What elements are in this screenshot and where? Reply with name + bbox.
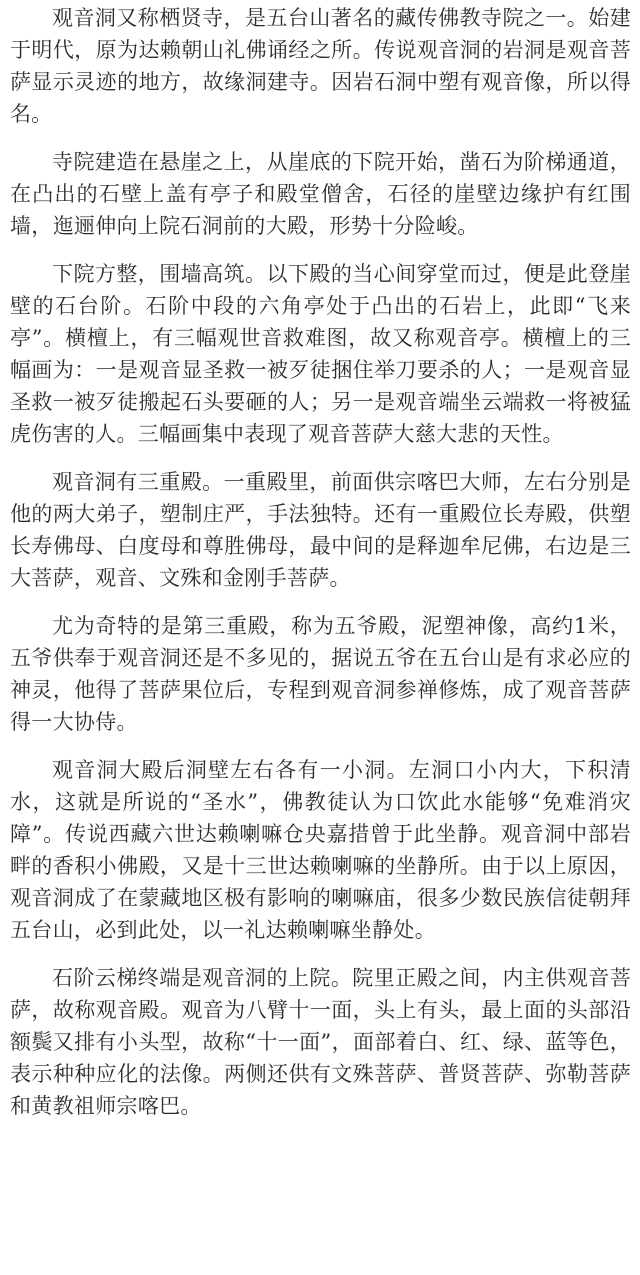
article-paragraph-6: 观音洞大殿后洞壁左右各有一小洞。左洞口小内大，下积清水，这就是所说的“圣水”，佛教徒认为口饮此水能够“免难消灾障”。传说西藏六世达赖喇嘛仓央嘉措曾于此坐静。观音洞中部岩畔的香积小佛殿，又是十三世达赖喇嘛的坐静所。由于以上原因，观音洞成了在蒙藏地区极有影响的喇嘛庙，很多少数民族信徒朝拜五台山，必到此处，以一礼达赖喇嘛坐静处。: [10, 758, 631, 942]
article-paragraph-1: 观音洞又称栖贤寺，是五台山著名的藏传佛教寺院之一。始建于明代，原为达赖朝山礼佛诵经之所。传说观音洞的岩洞是观音菩萨显示灵迹的地方，故缘洞建寺。因岩石洞中塑有观音像，所以得名。: [10, 6, 631, 126]
article-paragraph-7: 石阶云梯终端是观音洞的上院。院里正殿之间，内主供观音菩萨，故称观音殿。观音为八臂十一面，头上有头，最上面的头部沿额鬓又排有小头型，故称“十一面”，面部着白、红、绿、蓝等色，表示种种应化的法像。两侧还供有文殊菩萨、普贤菩萨、弥勒菩萨和黄教祖师宗喀巴。: [10, 966, 631, 1118]
article-paragraph-3: 下院方整，围墙高筑。以下殿的当心间穿堂而过，便是此登崖壁的石台阶。石阶中段的六角亭处于凸出的石岩上，此即“飞来亭”。横檀上，有三幅观世音救难图，故又称观音亭。横檀上的三幅画为：一是观音显圣救一被歹徒捆住举刀要杀的人；一是观音显圣救一被歹徒搬起石头要砸的人；另一是观音端坐云端救一将被猛虎伤害的人。三幅画集中表现了观音菩萨大慈大悲的天性。: [10, 262, 631, 446]
article-paragraph-5: 尤为奇特的是第三重殿，称为五爷殿，泥塑神像，高约1米，五爷供奉于观音洞还是不多见的，据说五爷在五台山是有求必应的神灵，他得了菩萨果位后，专程到观音洞参禅修炼，成了观音菩萨得一大协侍。: [10, 614, 631, 734]
article-paragraph-4: 观音洞有三重殿。一重殿里，前面供宗喀巴大师，左右分别是他的两大弟子，塑制庄严，手法独特。还有一重殿位长寿殿，供塑长寿佛母、白度母和尊胜佛母，最中间的是释迦牟尼佛，右边是三大菩萨，观音、文殊和金刚手菩萨。: [10, 470, 631, 590]
article-paragraph-2: 寺院建造在悬崖之上，从崖底的下院开始，凿石为阶梯通道，在凸出的石壁上盖有亭子和殿堂僧舍，石径的崖壁边缘护有红围墙，迤逦伸向上院石洞前的大殿，形势十分险峻。: [10, 150, 631, 238]
